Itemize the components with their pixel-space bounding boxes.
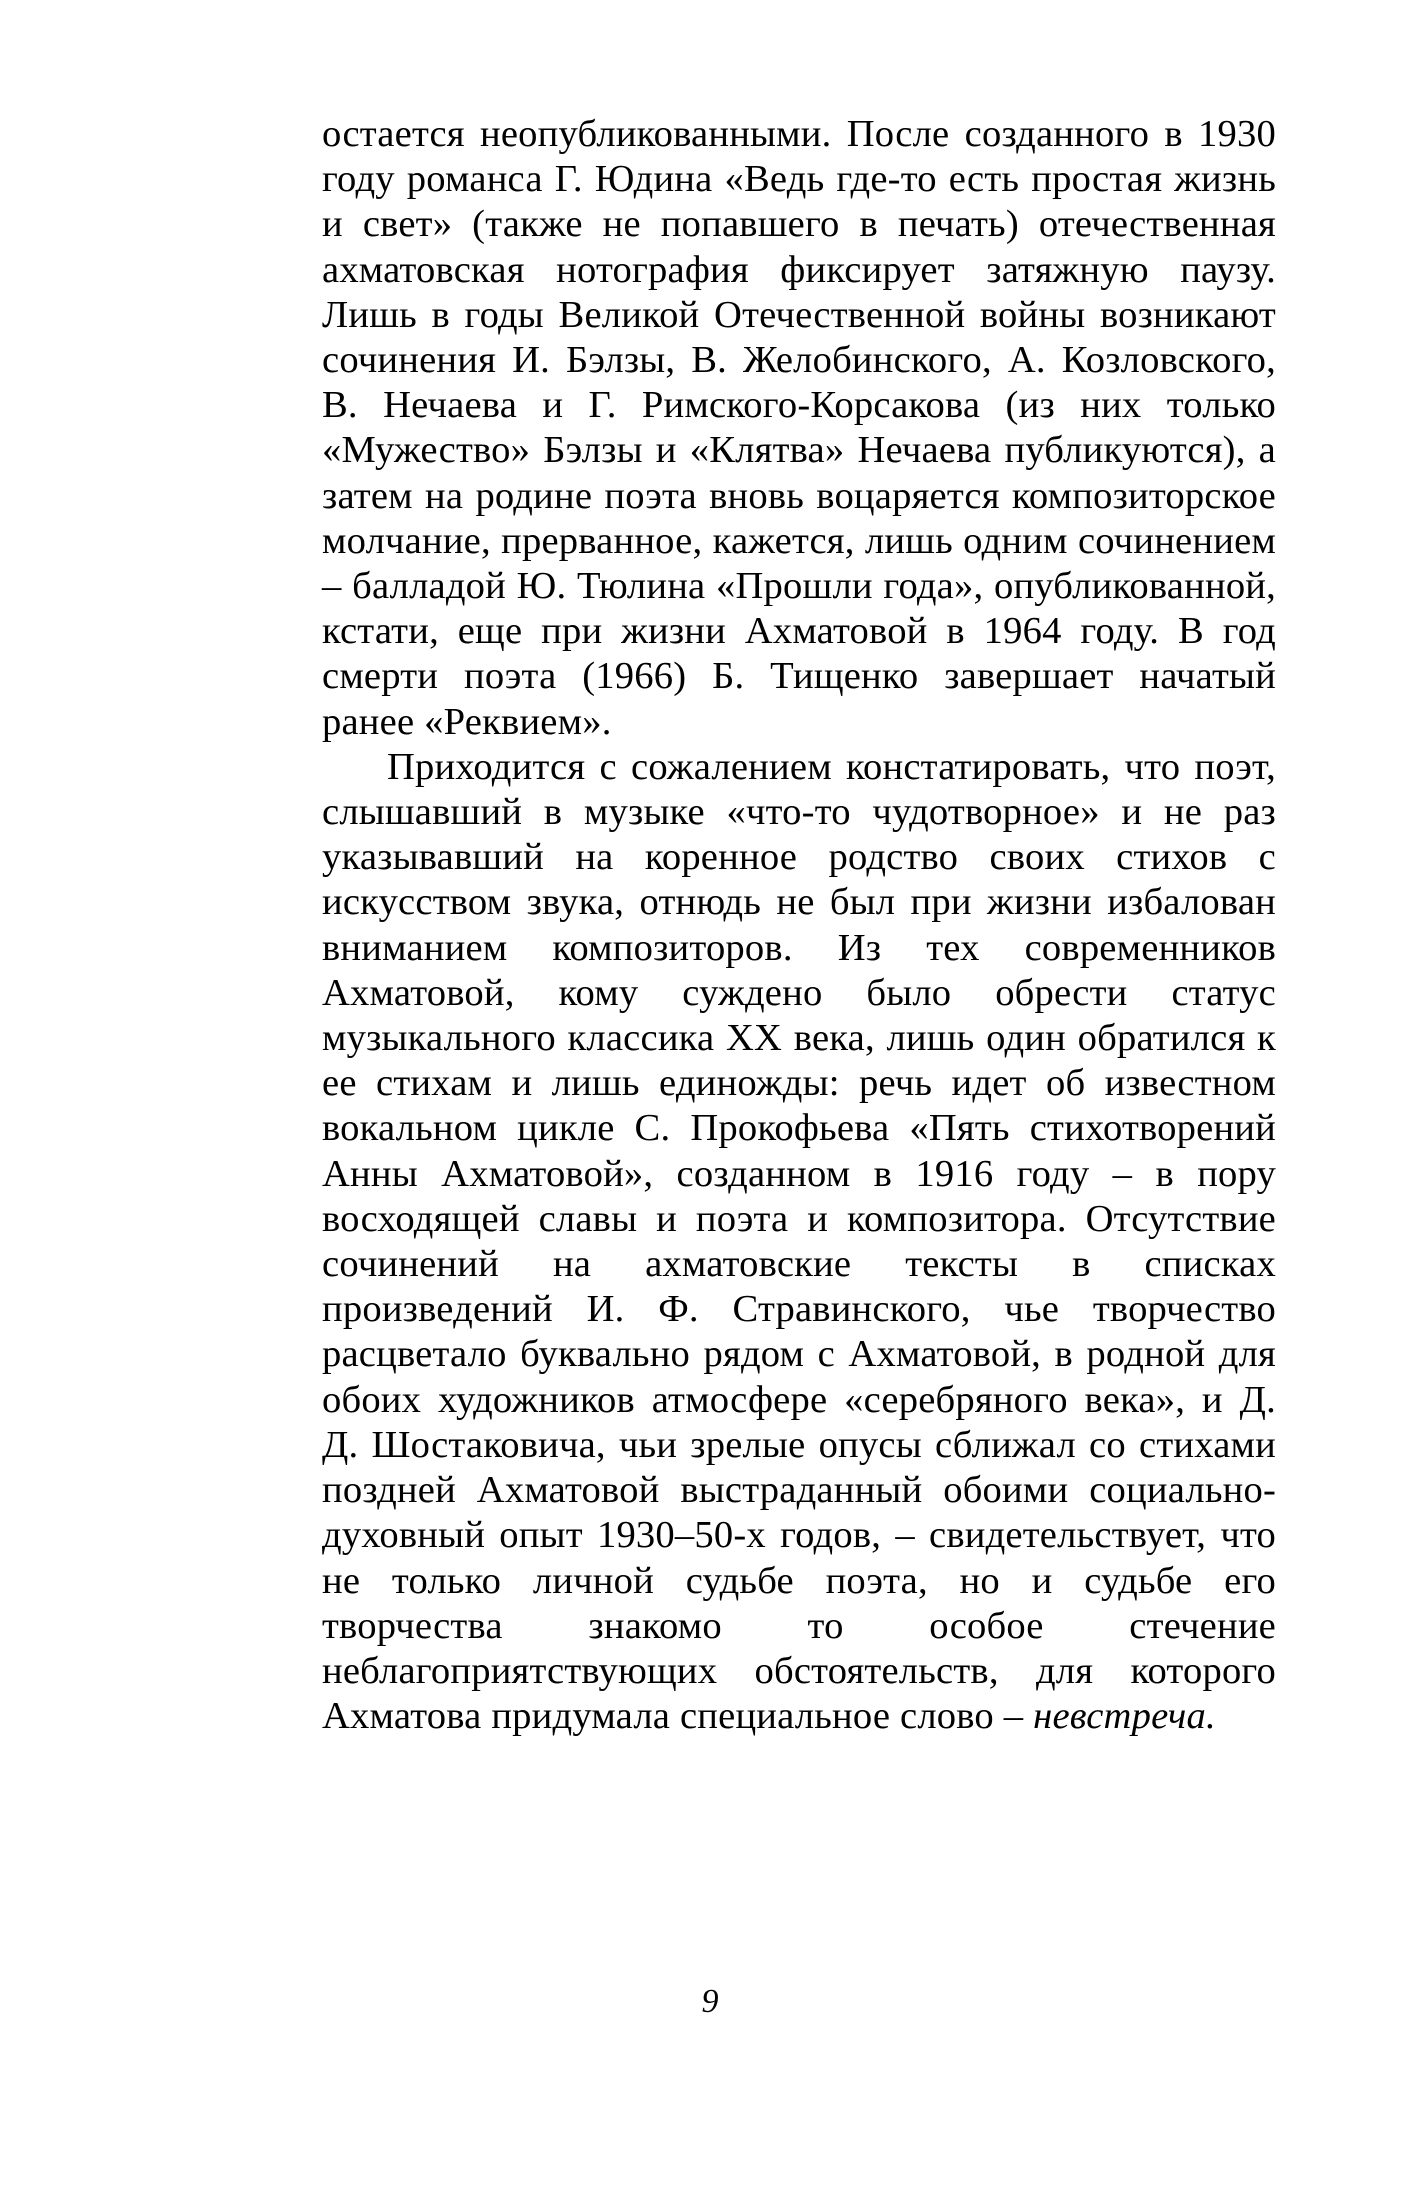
page-body xyxy=(322,112,1276,1739)
paragraph-2-emphasis: невстреча. xyxy=(1033,1695,1216,1738)
paragraph-2-text: Приходится с сожалением констатировать, что поэт, слышавший в музыке «что-то чудотворное» и не раз указывавший на коренное родство своих стихов с искусством звука, отнюдь не был при жизни избалован вниманием композиторов. Из тех современников Ахматовой, кому суждено было обрести статус музыкального классика XX века, лишь один обратился к ее стихам и лишь единожды: речь идет об известном вокальном цикле С. Прокофьева «Пять стихотворений Анны Ахматовой», созданном в 1916 году – в пору восходящей славы и поэта и композитора. Отсутствие сочинений на ахматовские тексты в списках произведений И. Ф. Стравинского, чье творчество расцветало буквально рядом с Ахматовой, в родной для обоих художников атмосфере «серебряного века», и Д. Д. Шостаковича, чьи зрелые опусы сближал со стихами поздней Ахматовой выстраданный обоими социально-духовный опыт 1930–50-х годов, – свидетельствует, что не только личной судьбе поэта, но и судьбе его творчества знакомо то особое стечение неблагоприятствующих обстоятельств, для которого Ахматова придумала специальное слово – xyxy=(322,745,1276,1738)
paragraph-2 xyxy=(322,745,1276,1739)
paragraph-1 xyxy=(322,112,1276,745)
page-number: 9 xyxy=(701,1983,719,2020)
paragraph-1-text: остается неопубликованными. После созданного в 1930 году романса Г. Юдина «Ведь где-то есть простая жизнь и свет» (также не попавшего в печать) отечественная ахматовская нотография фиксирует затяжную паузу. Лишь в годы Великой Отечественной войны возникают сочинения И. Бэлзы, В. Желобинского, А. Козловского, В. Нечаева и Г. Римского-Корсакова (из них только «Мужество» Бэлзы и «Клятва» Нечаева публикуются), а затем на родине поэта вновь воцаряется композиторское молчание, прерванное, кажется, лишь одним сочинением – балладой Ю. Тюлина «Прошли года», опубликованной, кстати, еще при жизни Ахматовой в 1964 году. В год смерти поэта (1966) Б. Тищенко завершает начатый ранее «Реквием». xyxy=(322,113,1276,743)
